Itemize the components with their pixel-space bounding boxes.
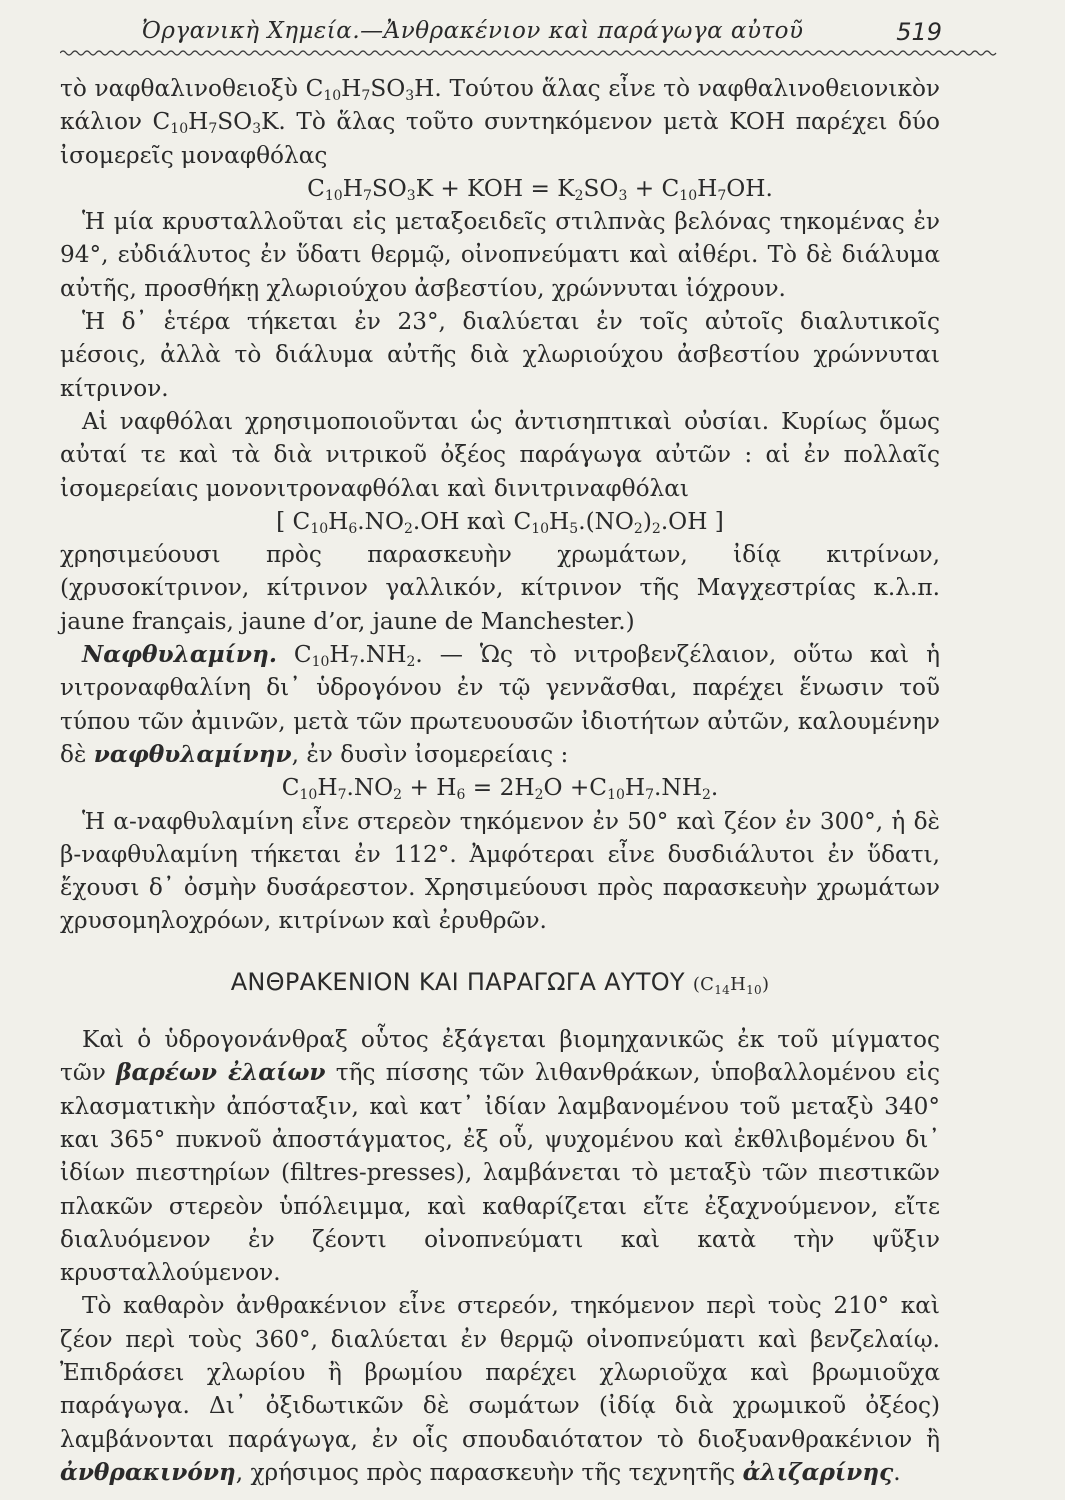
paragraph-naphthalenesulfonic: τὸ ναφθαλινοθειοξὺ $C_{10}H_7SO_3H$. Τούτου ἅλας εἶνε τὸ ναφθαλινοθειονικὸν κάλιον $C_{10}H_7SO_3K$. Τὸ ἅλας τοῦτο συντηκόμενον μετὰ KOH παρέχει δύο ἰσομερεῖς μοναφθόλας	[60, 75, 941, 169]
paragraph-naphthol-uses: Αἱ ναφθόλαι χρησιμοποιοῦνται ὡς ἀντισηπτικαὶ οὐσίαι. Κυρίως ὅμως αὐταί τε καὶ τὰ διὰ νιτρικοῦ ὀξέος παράγωγα αὐτῶν : αἱ ἐν πολλαῖς ἰσομερείαις μονονιτροναφθόλαι καὶ δινιτριναφθόλαι	[60, 407, 940, 502]
paragraph-alpha-naphthol: Ἡ μία κρυσταλλοῦται εἰς μεταξοειδεῖς στιλπνὰς βελόνας τηκομένας ἐν 94°, εὐδιάλυτος ἐν ὕδατι θερμῷ, οἰνοπνεύματι καὶ αἰθέρι. Τὸ δὲ διάλυμα αὐτῆς, προσθήκῃ χλωριούχου ἀσβεστίου, χρώννυται ἰόχρουν.	[60, 208, 940, 302]
paragraph-beta-naphthol: Ἡ δ᾽ ἑτέρα τήκεται ἐν 23°, διαλύεται ἐν τοῖς αὐτοῖς διαλυτικοῖς μέσοις, ἀλλὰ τὸ διάλυμα αὐτῆς διὰ χλωριούχου ἀσβεστίου χρώννυται κίτρινον.	[60, 308, 940, 402]
paragraph-naphthylamine-props: Ἡ α-ναφθυλαμίνη εἶνε στερεὸν τηκόμενον ἐν 50° καὶ ζέον ἐν 300°, ἡ δὲ β-ναφθυλαμίνη τήκεται ἐν 112°. Ἀμφότεραι εἶνε δυσδιάλυτοι ἐν ὕδατι, ἔχουσι δ᾽ ὀσμὴν δυσάρεστον. Χρησιμεύουσι πρὸς παρασκευὴν χρωμάτων χρυσομηλοχρόων, κιτρίνων καὶ ἐρυθρῶν.	[60, 807, 940, 935]
term-naphthylamine: Ναφθυλαμίνη.	[82, 641, 277, 669]
equation-naphthylamine: $C_{10}H_7.NO_2 + H_6 = 2H_2O +C_{10}H_7.NH_2$.	[281, 774, 719, 804]
section-formula: $(C_{14}H_{10})$	[692, 973, 770, 997]
equation-naphthol: $C_{10}H_7SO_3K$ + KOH = $K_2SO_3 + C_{10}H_7OH$.	[307, 174, 773, 204]
section-heading-anthracene: ΑΝΘΡΑΚΕΝΙΟΝ ΚΑΙ ΠΑΡΑΓΩΓΑ ΑΥΤΟΥ $(C_{14}H_{10})$	[230, 967, 770, 997]
term-anthraquinone: ἀνθρακινόνη	[60, 1458, 236, 1486]
paragraph-anthracene-production: Καὶ ὁ ὑδρογονάνθραξ οὗτος ἐξάγεται βιομηχανικῶς ἐκ τοῦ μίγματος τῶν βαρέων ἐλαίων τῆς πίσσης τῶν λιθανθράκων, ὑποβαλλομένου εἰς κλασματικὴν ἀπόσταξιν, καὶ κατ᾽ ἰδίαν λαμβανομένου τοῦ μεταξὺ 340° και 365° πυκνοῦ ἀποστάγματος, ἐξ οὗ, ψυχομένου καὶ ἐκθλιβομένου δι᾽ ἰδίων πιεστηρίων (filtres-presses), λαμβάνεται τὸ μεταξὺ τῶν πιεστικῶν πλακῶν στερεὸν ὑπόλειμμα, καὶ καθαρίζεται εἴτε ἐξαχνούμενον, εἴτε διαλυόμενον ἐν ζέοντι οἰνοπνεύματι καὶ κατὰ τὴν ψῦξιν κρυσταλλούμενον.	[60, 1026, 940, 1287]
equation-nitronaphthols: [ $C_{10}H_6.NO_2.OH$ καὶ $C_{10}H_5.(NO_2)_2.OH$ ]	[276, 507, 724, 537]
term-heavy-oils: βαρέων ἐλαίων	[116, 1059, 326, 1087]
running-header	[60, 14, 1000, 58]
term-naphthylamine-acc: ναφθυλαμίνην	[93, 740, 292, 768]
term-alizarin: ἀλιζαρίνης	[742, 1458, 894, 1486]
wavy-rule	[60, 48, 1000, 58]
paragraph-naphthylamine: Ναφθυλαμίνη. $C_{10}H_7.NH_2$. — Ὡς τὸ νιτροβενζέλαιον, οὕτω καὶ ἡ νιτροναφθαλίνη δι᾽ ὑδρογόνου ἐν τῷ γεννᾶσθαι, παρέχει ἕνωσιν τοῦ τύπου τῶν ἀμινῶν, μετὰ τῶν πρωτευουσῶν ἰδιοτήτων αὐτῶν, καλουμένην δὲ ναφθυλαμίνην, ἐν δυσὶν ἰσομερείαις :	[60, 641, 940, 768]
paragraph-anthracene-properties: Τὸ καθαρὸν ἀνθρακένιον εἶνε στερεόν, τηκόμενον περὶ τοὺς 210° καὶ ζέον περὶ τοὺς 360°, διαλύεται ἐν θερμῷ οἰνοπνεύματι καὶ βενζελαίῳ. Ἐπιδράσει χλωρίου ἢ βρωμίου παρέχει χλωριοῦχα καὶ βρωμιοῦχα παράγωγα. Δι᾽ ὀξιδωτικῶν δὲ σωμάτων (ἰδίᾳ διὰ χρωμικοῦ ὀξέος) λαμβάνονται παράγωγα, ἐν οἷς σπουδαιότατον τὸ διοξυανθρακένιον ἢ ἀνθρακινόνη, χρήσιμος πρὸς παρασκευὴν τῆς τεχνητῆς ἀλιζαρίνης.	[60, 1292, 940, 1486]
page-body	[60, 72, 940, 1489]
running-title: Ὀργανικὴ Χημεία.—Ἀνθρακένιον καὶ παράγωγα αὐτοῦ	[142, 18, 804, 44]
paragraph-dyes: χρησιμεύουσι πρὸς παρασκευὴν χρωμάτων, ἰδίᾳ κιτρίνων, (χρυσοκίτρινον, κίτρινον γαλλικόν, κίτρινον τῆς Μαγχεστρίας κ.λ.π. jaune français, jaune d’or, jaune de Manchester.)	[60, 541, 940, 635]
page-number: 519	[896, 18, 942, 46]
